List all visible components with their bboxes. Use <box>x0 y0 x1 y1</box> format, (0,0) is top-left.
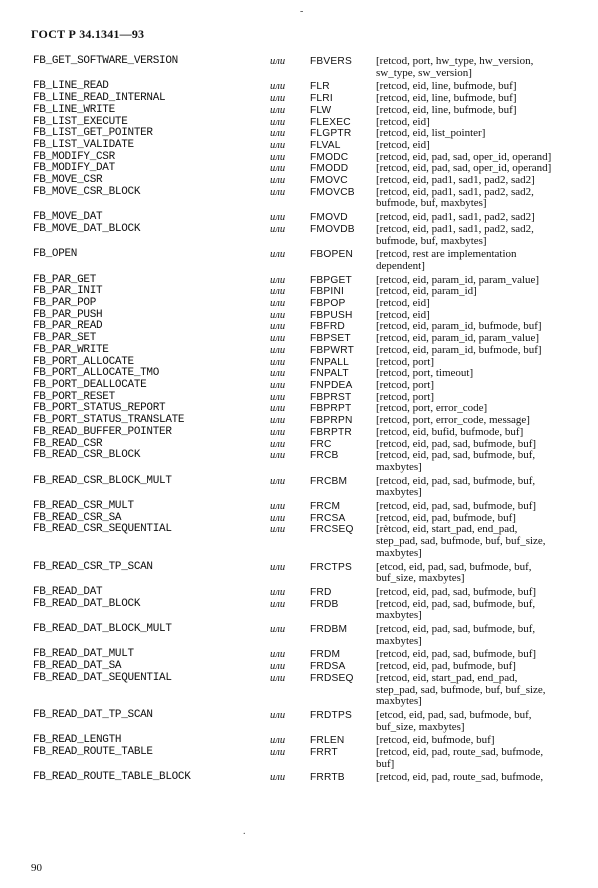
function-name: FB_READ_DAT_BLOCK_MULT <box>33 623 172 636</box>
function-abbreviation: FMODC <box>310 151 349 163</box>
function-name: FB_MOVE_CSR <box>33 174 103 187</box>
function-name: FB_READ_BUFFER_POINTER <box>33 425 172 438</box>
or-word: или <box>270 672 286 684</box>
argument-line: [retcod, eid, pad1, sad1, pad2, sad2] <box>376 174 535 187</box>
function-arguments <box>376 249 586 272</box>
function-name: FB_LIST_EXECUTE <box>33 115 128 128</box>
function-name: FB_READ_CSR_SEQUENTIAL <box>33 523 172 536</box>
function-abbreviation: FBPOP <box>310 298 346 310</box>
function-arguments <box>376 427 586 439</box>
function-name: FB_LINE_READ_INTERNAL <box>33 92 166 105</box>
or-word: или <box>270 163 286 175</box>
function-name: FB_READ_DAT_SEQUENTIAL <box>33 671 172 684</box>
or-word: или <box>270 356 286 368</box>
or-word: или <box>270 403 286 415</box>
function-abbreviation: FLVAL <box>310 139 341 151</box>
function-name: FB_PORT_RESET <box>33 390 115 403</box>
function-name: FB_PORT_STATUS_TRANSLATE <box>33 414 185 427</box>
or-word: или <box>270 379 286 391</box>
function-abbreviation: FLGPTR <box>310 128 352 140</box>
function-name: FB_PAR_GET <box>33 273 97 286</box>
function-abbreviation: FNPDEA <box>310 379 353 391</box>
scan-mark: - <box>300 6 304 17</box>
or-word: или <box>270 249 286 261</box>
table-row <box>33 249 593 272</box>
argument-line: [retcod, eid, param_id, param_value] <box>376 332 540 345</box>
function-name: FB_PORT_ALLOCATE <box>33 355 134 368</box>
function-name: FB_MOVE_CSR_BLOCK <box>33 185 141 198</box>
or-word: или <box>270 175 286 187</box>
function-name: FB_MODIFY_CSR <box>33 150 115 163</box>
function-arguments <box>376 747 586 770</box>
function-name: FB_READ_ROUTE_TABLE_BLOCK <box>33 771 191 784</box>
or-word: или <box>270 333 286 345</box>
function-name: FB_READ_CSR <box>33 437 103 450</box>
argument-line: [retcod, eid, pad, bufmode, buf] <box>376 660 516 673</box>
function-name: FB_READ_DAT_TP_SCAN <box>33 708 153 721</box>
table-row <box>33 345 593 357</box>
argument-line: bufmode, buf, maxbytes] <box>376 234 487 247</box>
function-name: FB_READ_CSR_BLOCK_MULT <box>33 474 172 487</box>
page-header: ГОСТ Р 34.1341—93 <box>31 27 145 41</box>
function-arguments <box>376 175 586 187</box>
table-row <box>33 673 593 708</box>
or-word: или <box>270 368 286 380</box>
argument-line: [retcod, eid, pad, sad, bufmode, buf, <box>376 449 536 462</box>
or-word: или <box>270 223 286 235</box>
or-word: или <box>270 93 286 105</box>
table-row <box>33 524 593 559</box>
or-word: или <box>270 747 286 759</box>
or-word: или <box>270 709 286 721</box>
function-name: FB_PAR_PUSH <box>33 308 103 321</box>
function-abbreviation: FRDB <box>310 598 339 610</box>
or-word: или <box>270 81 286 93</box>
function-name: FB_MODIFY_DAT <box>33 162 115 175</box>
argument-line: [retcod, eid, param_id, param_value] <box>376 273 540 286</box>
function-name: FB_MOVE_DAT_BLOCK <box>33 222 141 235</box>
argument-line: [retcod, port, timeout] <box>376 367 474 380</box>
function-name: FB_PORT_ALLOCATE_TMO <box>33 367 160 380</box>
or-word: или <box>270 151 286 163</box>
function-abbreviation: FRC <box>310 438 332 450</box>
function-arguments <box>376 673 586 708</box>
page-number: 90 <box>31 862 42 874</box>
function-abbreviation: FRCTPS <box>310 561 352 573</box>
function-name: FB_READ_CSR_TP_SCAN <box>33 560 153 573</box>
function-abbreviation: FRCSEQ <box>310 524 354 536</box>
table-row <box>33 599 593 622</box>
function-abbreviation: FRCB <box>310 450 339 462</box>
or-word: или <box>270 309 286 321</box>
argument-line: buf_size, maxbytes] <box>376 572 465 585</box>
or-word: или <box>270 56 286 67</box>
function-abbreviation: FBFRD <box>310 321 345 333</box>
table-row <box>33 427 593 439</box>
or-word: или <box>270 512 286 524</box>
argument-line: [retcod, eid, pad, sad, bufmode, buf] <box>376 500 537 513</box>
or-word: или <box>270 274 286 286</box>
function-abbreviation: FRCBM <box>310 475 348 487</box>
argument-line: bufmode, buf, maxbytes] <box>376 197 487 210</box>
or-word: или <box>270 212 286 224</box>
function-name: FB_READ_CSR_MULT <box>33 500 134 513</box>
function-abbreviation: FBPWRT <box>310 344 355 356</box>
argument-line: [retcod, eid, param_id, bufmode, buf] <box>376 343 542 356</box>
argument-line: [etcod, eid, pad, sad, bufmode, buf, <box>376 560 532 573</box>
argument-line: [retcod, eid, line, bufmode, buf] <box>376 80 517 93</box>
argument-line: [retcod, eid] <box>376 308 430 321</box>
function-abbreviation: FMOVC <box>310 175 348 187</box>
argument-line: step_pad, sad, bufmode, buf, buf_size, <box>376 683 546 696</box>
function-name: FB_GET_SOFTWARE_VERSION <box>33 55 178 67</box>
function-abbreviation: FRLEN <box>310 735 345 747</box>
function-name: FB_OPEN <box>33 248 78 261</box>
function-abbreviation: FMOVD <box>310 212 348 224</box>
function-name: FB_READ_ROUTE_TABLE <box>33 746 153 759</box>
argument-line: [retcod, port, error_code] <box>376 402 488 415</box>
function-abbreviation: FMODD <box>310 163 349 175</box>
argument-line: [retcod, port, error_code, message] <box>376 414 530 427</box>
function-arguments <box>376 524 586 559</box>
function-abbreviation: FNPALT <box>310 368 349 380</box>
function-abbreviation: FLEXEC <box>310 116 351 128</box>
argument-line: [retcod, eid] <box>376 297 430 310</box>
argument-line: [retcod, eid, pad, sad, bufmode, buf] <box>376 648 537 661</box>
argument-line: maxbytes] <box>376 609 422 622</box>
function-abbreviation: FRDSEQ <box>310 672 354 684</box>
function-name: FB_READ_DAT_MULT <box>33 648 134 661</box>
table-row <box>33 747 593 770</box>
function-abbreviation: FBRPTR <box>310 426 352 438</box>
function-name: FB_PORT_STATUS_REPORT <box>33 402 166 415</box>
function-abbreviation: FMOVCB <box>310 186 355 198</box>
table-row <box>33 562 593 585</box>
function-name: FB_PORT_DEALLOCATE <box>33 378 147 391</box>
function-abbreviation: FRDM <box>310 649 341 661</box>
function-abbreviation: FBPSET <box>310 333 351 345</box>
argument-line: [retcod, eid, pad1, sad1, pad2, sad2, <box>376 185 534 198</box>
or-word: или <box>270 438 286 450</box>
argument-line: [rètcod, eid, start_pad, end_pad, <box>376 523 518 536</box>
function-arguments <box>376 380 586 392</box>
or-word: или <box>270 391 286 403</box>
function-arguments <box>376 501 586 513</box>
function-arguments <box>376 562 586 585</box>
or-word: или <box>270 586 286 598</box>
table-row <box>33 380 593 392</box>
function-arguments <box>376 587 586 599</box>
function-abbreviation: FLRI <box>310 93 333 105</box>
function-arguments <box>376 624 586 647</box>
argument-line: [retcod, eid, pad1, sad1, pad2, sad2, <box>376 222 534 235</box>
function-abbreviation: FMOVDB <box>310 223 355 235</box>
function-abbreviation: FRRTB <box>310 772 345 784</box>
argument-line: buf] <box>376 757 395 770</box>
table-row <box>33 710 593 733</box>
table-row <box>33 140 593 152</box>
function-arguments <box>376 56 586 79</box>
function-name: FB_PAR_READ <box>33 320 103 333</box>
argument-line: [retcod, eid] <box>376 138 430 151</box>
table-row <box>33 298 593 310</box>
table-row <box>33 175 593 187</box>
function-arguments <box>376 224 586 247</box>
argument-line: [retcod, eid, pad, sad, bufmode, buf, <box>376 623 536 636</box>
function-arguments <box>376 772 586 784</box>
argument-line: [retcod, eid, param_id, bufmode, buf] <box>376 320 542 333</box>
function-abbreviation: FRCSA <box>310 512 346 524</box>
argument-line: [retcod, eid, pad, route_sad, bufmode, <box>376 746 544 759</box>
function-arguments <box>376 140 586 152</box>
or-word: или <box>270 186 286 198</box>
function-abbreviation: FBPGET <box>310 274 352 286</box>
or-word: или <box>270 344 286 356</box>
argument-line: [retcod, port, hw_type, hw_version, <box>376 55 534 67</box>
function-name: FB_PAR_SET <box>33 332 97 345</box>
function-abbreviation: FBPRPN <box>310 415 353 427</box>
function-abbreviation: FLW <box>310 104 332 116</box>
table-row <box>33 275 593 287</box>
argument-line: maxbytes] <box>376 634 422 647</box>
or-word: или <box>270 624 286 636</box>
or-word: или <box>270 286 286 298</box>
or-word: или <box>270 139 286 151</box>
function-arguments <box>376 450 586 473</box>
function-abbreviation: FBPUSH <box>310 309 353 321</box>
function-abbreviation: FBOPEN <box>310 249 354 261</box>
table-row <box>33 224 593 247</box>
argument-line: maxbytes] <box>376 460 422 473</box>
argument-line: maxbytes] <box>376 695 422 708</box>
table-row <box>33 286 593 298</box>
function-table <box>33 56 593 784</box>
or-word: или <box>270 561 286 573</box>
argument-line: [retcod, eid, pad1, sad1, pad2, sad2] <box>376 211 535 224</box>
table-row <box>33 624 593 647</box>
argument-line: [retcod, port] <box>376 378 435 391</box>
function-arguments <box>376 298 586 310</box>
table-row <box>33 105 593 117</box>
scan-mark: . <box>243 826 246 837</box>
function-name: FB_READ_CSR_BLOCK <box>33 449 141 462</box>
function-name: FB_LIST_VALIDATE <box>33 138 134 151</box>
argument-line: [retcod, eid, param_id] <box>376 285 477 298</box>
function-arguments <box>376 476 586 499</box>
argument-line: maxbytes] <box>376 546 422 559</box>
argument-line: buf_size, maxbytes] <box>376 720 465 733</box>
function-name: FB_PAR_WRITE <box>33 343 109 356</box>
table-row <box>33 501 593 513</box>
function-arguments <box>376 187 586 210</box>
function-arguments <box>376 710 586 733</box>
function-abbreviation: FRRT <box>310 747 338 759</box>
or-word: или <box>270 116 286 128</box>
function-name: FB_LINE_WRITE <box>33 103 115 116</box>
table-row <box>33 187 593 210</box>
function-arguments <box>376 105 586 117</box>
function-name: FB_READ_DAT_SA <box>33 660 122 673</box>
function-arguments <box>376 599 586 622</box>
or-word: или <box>270 772 286 784</box>
argument-line: [retcod, eid, pad, sad, bufmode, buf] <box>376 437 537 450</box>
function-name: FB_READ_DAT_BLOCK <box>33 597 141 610</box>
table-row <box>33 772 593 784</box>
or-word: или <box>270 321 286 333</box>
function-name: FB_PAR_POP <box>33 297 97 310</box>
argument-line: [retcod, eid, pad, sad, bufmode, buf] <box>376 585 537 598</box>
argument-line: [etcod, eid, pad, sad, bufmode, buf, <box>376 708 532 721</box>
argument-line: [retcod, eid, pad, route_sad, bufmode, <box>376 771 544 784</box>
argument-line: [retcod, eid, pad, sad, oper_id, operand] <box>376 150 552 163</box>
function-name: FB_READ_CSR_SA <box>33 511 122 524</box>
argument-line: [retcod, eid, pad, sad, oper_id, operand] <box>376 162 552 175</box>
or-word: или <box>270 475 286 487</box>
table-row <box>33 587 593 599</box>
argument-line: [retcod, rest are implementation <box>376 248 517 261</box>
or-word: или <box>270 104 286 116</box>
function-abbreviation: FRDBM <box>310 624 348 636</box>
function-arguments <box>376 345 586 357</box>
table-row <box>33 56 593 79</box>
argument-line: [retcod, eid, pad, sad, bufmode, buf, <box>376 597 536 610</box>
function-abbreviation: FBVERS <box>310 56 352 67</box>
argument-line: [retcod, eid, pad, sad, bufmode, buf, <box>376 474 536 487</box>
function-name: FB_LINE_READ <box>33 80 109 93</box>
function-abbreviation: FRDTPS <box>310 709 352 721</box>
or-word: или <box>270 501 286 513</box>
or-word: или <box>270 661 286 673</box>
function-abbreviation: FLR <box>310 81 330 93</box>
function-abbreviation: FRD <box>310 586 332 598</box>
function-abbreviation: FBPRPT <box>310 403 352 415</box>
argument-line: [retcod, eid, bufmode, buf] <box>376 734 495 747</box>
function-abbreviation: FRCM <box>310 501 341 513</box>
argument-line: [retcod, eid, pad, bufmode, buf] <box>376 511 516 524</box>
function-name: FB_READ_DAT <box>33 585 103 598</box>
table-row <box>33 476 593 499</box>
argument-line: [retcod, eid, line, bufmode, buf] <box>376 92 517 105</box>
argument-line: [retcod, eid, line, bufmode, buf] <box>376 103 517 116</box>
function-abbreviation: FRDSA <box>310 661 346 673</box>
or-word: или <box>270 524 286 536</box>
function-name: FB_PAR_INIT <box>33 285 103 298</box>
function-name: FB_MOVE_DAT <box>33 211 103 224</box>
argument-line: [retcod, eid] <box>376 115 430 128</box>
argument-line: dependent] <box>376 259 425 272</box>
or-word: или <box>270 735 286 747</box>
function-abbreviation: FBPRST <box>310 391 352 403</box>
or-word: или <box>270 415 286 427</box>
argument-line: sw_type, sw_version] <box>376 66 472 79</box>
argument-line: maxbytes] <box>376 486 422 499</box>
argument-line: [retcod, eid, list_pointer] <box>376 127 486 140</box>
argument-line: [retcod, eid, start_pad, end_pad, <box>376 671 518 684</box>
or-word: или <box>270 649 286 661</box>
or-word: или <box>270 128 286 140</box>
argument-line: [retcod, eid, bufid, bufmode, buf] <box>376 425 524 438</box>
function-name: FB_READ_LENGTH <box>33 734 122 747</box>
table-row <box>33 450 593 473</box>
or-word: или <box>270 426 286 438</box>
or-word: или <box>270 450 286 462</box>
function-name: FB_LIST_GET_POINTER <box>33 127 153 140</box>
function-abbreviation: FBPINI <box>310 286 345 298</box>
or-word: или <box>270 598 286 610</box>
or-word: или <box>270 298 286 310</box>
argument-line: step_pad, sad, bufmode, buf, buf_size, <box>376 535 546 548</box>
function-abbreviation: FNPALL <box>310 356 349 368</box>
argument-line: [retcod, port] <box>376 355 435 368</box>
argument-line: [retcod, port] <box>376 390 435 403</box>
